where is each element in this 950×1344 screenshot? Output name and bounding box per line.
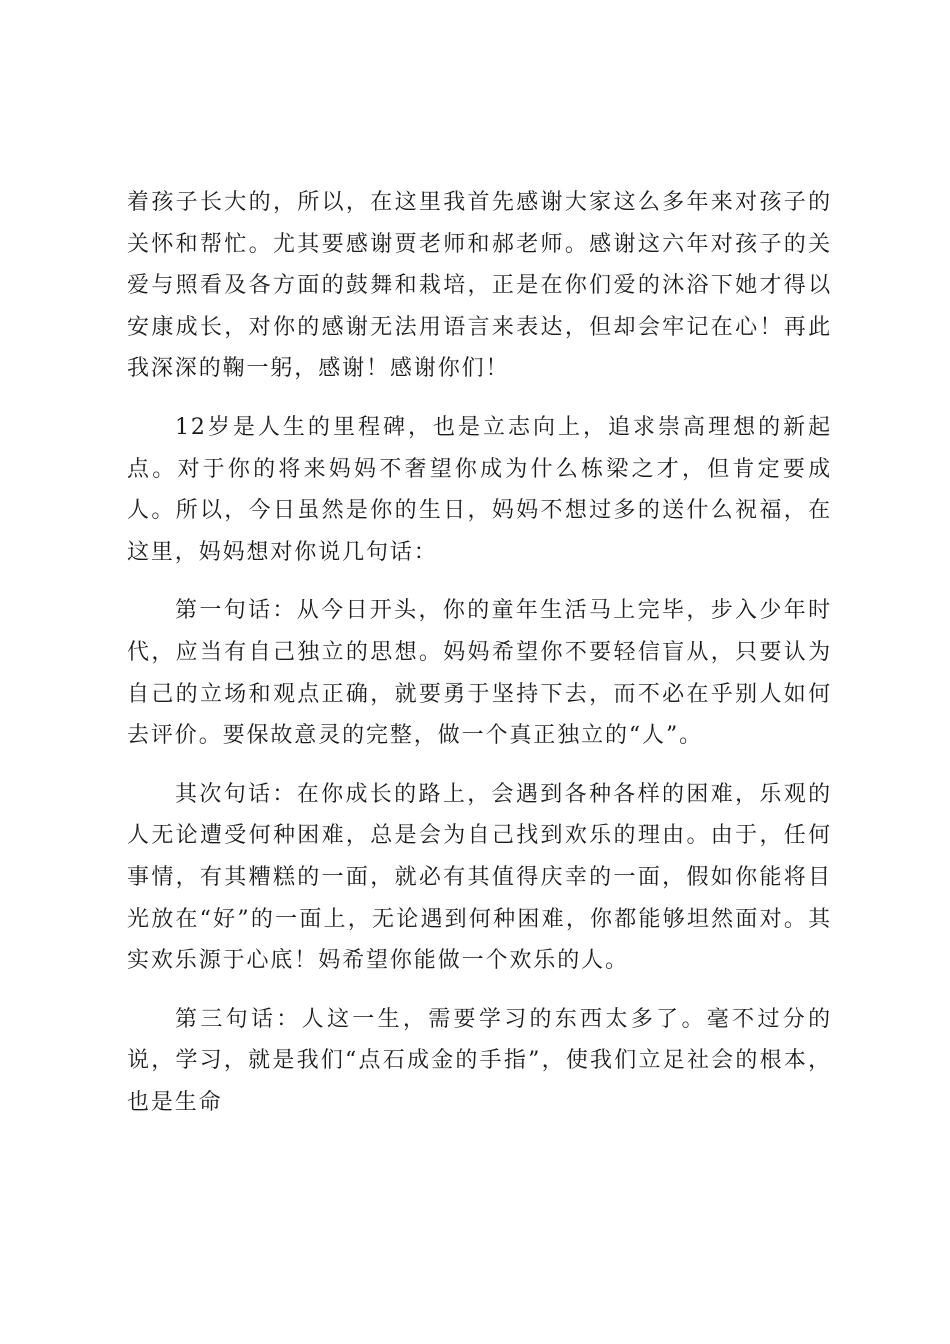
paragraph-third-sentence: 第三句话：人这一生，需要学习的东西太多了。毫不过分的说，学习，就是我们“点石成金的手指”，使我们立足社会的根本，也是生命: [127, 1006, 832, 1115]
paragraph-first-sentence: 第一句话：从今日开头，你的童年生活马上完毕，步入少年时代，应当有自己独立的思想。妈妈希望你不要轻信盲从，只要认为自己的立场和观点正确，就要勇于坚持下去，而不必在乎别人如何去评价。要保故意灵的完整，做一个真正独立的“人”。: [127, 598, 832, 749]
paragraph-second-sentence: 其次句话：在你成长的路上，会遇到各种各样的困难，乐观的人无论遭受何种困难，总是会为自己找到欢乐的理由。由于，任何事情，有其糟糕的一面，就必有其值得庆幸的一面，假如你能将目光放在“好”的一面上，无论遇到何种困难，你都能够坦然面对。其实欢乐源于心底！妈希望你能做一个欢乐的人。: [127, 781, 832, 974]
paragraph-twelve-years: 12岁是人生的里程碑，也是立志向上，追求崇高理想的新起点。对于你的将来妈妈不奢望你成为什么栋梁之才，但肯定要成人。所以，今日虽然是你的生日，妈妈不想过多的送什么祝福，在这里，妈妈想对你说几句话：: [127, 414, 832, 565]
document-body: [127, 182, 832, 1123]
paragraph-thanks: 着孩子长大的，所以，在这里我首先感谢大家这么多年来对孩子的关怀和帮忙。尤其要感谢贾老师和郝老师。感谢这六年对孩子的关爱与照看及各方面的鼓舞和栽培，正是在你们爱的沐浴下她才得以安康成长，对你的感谢无法用语言来表达，但却会牢记在心！再此我深深的鞠一躬，感谢！感谢你们！: [127, 190, 832, 382]
